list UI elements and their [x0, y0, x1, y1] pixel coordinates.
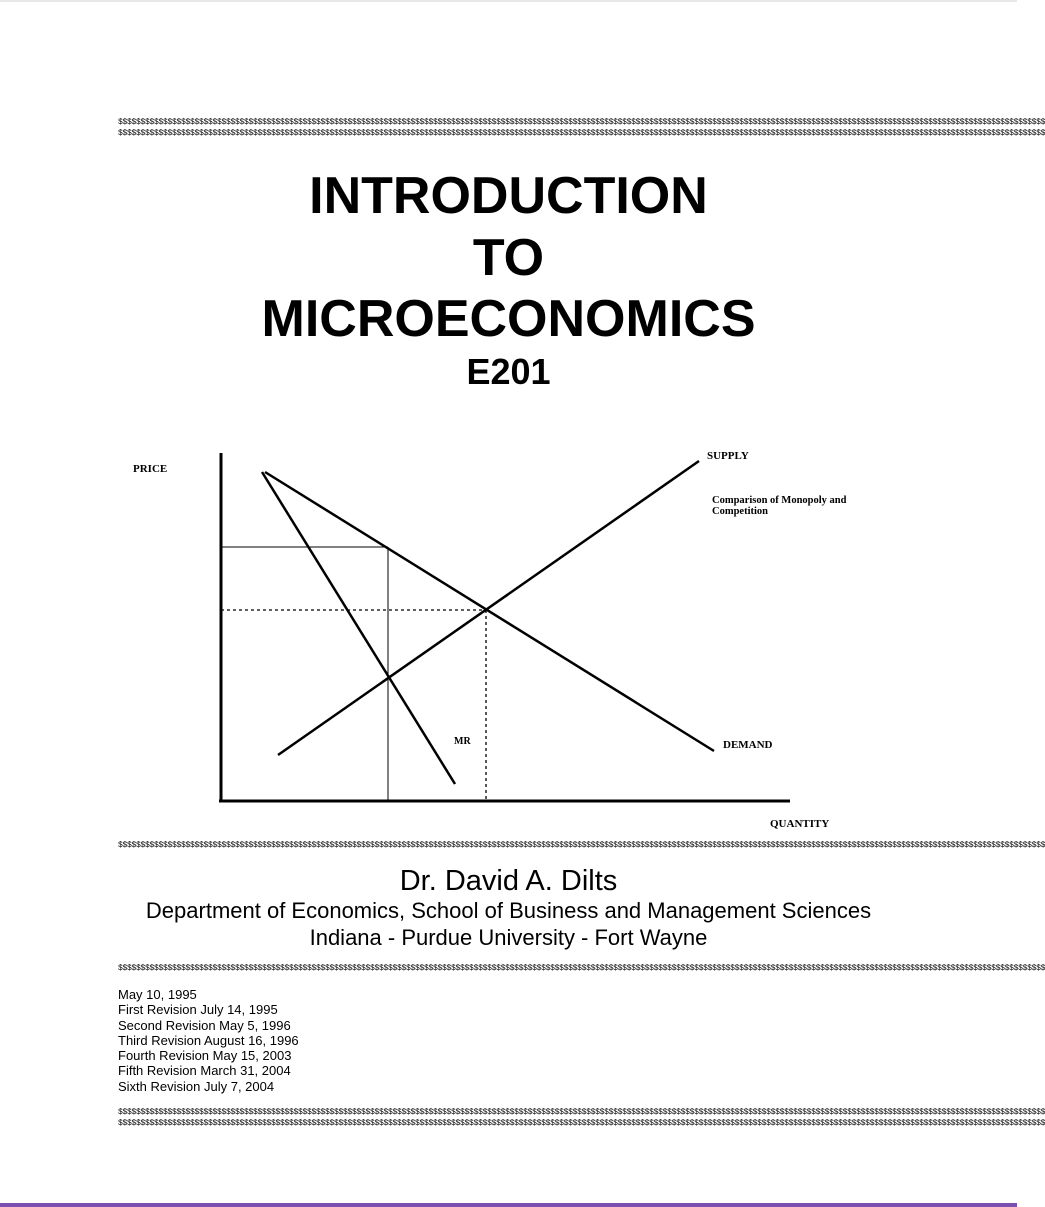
title-line-2: TO: [472, 229, 545, 287]
author-department: Department of Economics, School of Business and Management Sciences: [145, 898, 872, 923]
revision-item: Fourth Revision May 15, 2003: [118, 1048, 292, 1064]
dollar-divider: $$$$$$$$$$$$$$$$$$$$$$$$$$$$$$$$$$$$$$$$$$$$$$$$$$$$$$$$$$$$$$$$$$$$$$$$$$$$$$$$$$$$$$$$$$$$$$$$$$$$$$$$$$$$$$$$$$$$$$$$$$$$$$$$$$$$$$$$$$$$$$$$$$$$$$$$$$$$$$$$$$$$$$$$$$$$$$$$$$$$$$$$$$$$$$$$$$$$$$$$$$$$$$: [118, 841, 1045, 850]
dollar-divider: $$$$$$$$$$$$$$$$$$$$$$$$$$$$$$$$$$$$$$$$$$$$$$$$$$$$$$$$$$$$$$$$$$$$$$$$$$$$$$$$$$$$$$$$$$$$$$$$$$$$$$$$$$$$$$$$$$$$$$$$$$$$$$$$$$$$$$$$$$$$$$$$$$$$$$$$$$$$$$$$$$$$$$$$$$$$$$$$$$$$$$$$$$$$$$$$$$$$$$$$$$$$$$: [118, 964, 1045, 973]
title-line-3: MICROECONOMICS: [261, 290, 756, 348]
revision-item: Sixth Revision July 7, 2004: [118, 1078, 275, 1094]
dollar-divider: $$$$$$$$$$$$$$$$$$$$$$$$$$$$$$$$$$$$$$$$$$$$$$$$$$$$$$$$$$$$$$$$$$$$$$$$$$$$$$$$$$$$$$$$$$$$$$$$$$$$$$$$$$$$$$$$$$$$$$$$$$$$$$$$$$$$$$$$$$$$$$$$$$$$$$$$$$$$$$$$$$$$$$$$$$$$$$$$$$$$$$$$$$$$$$$$$$$$$$$$$$$$$$: [118, 1119, 1045, 1128]
course-code: E201: [466, 351, 551, 392]
supply-curve: [278, 461, 699, 755]
revision-history: [118, 987, 299, 1094]
mr-label: MR: [454, 736, 471, 747]
revision-item: First Revision July 14, 1995: [118, 1002, 278, 1018]
price-label: PRICE: [133, 463, 168, 475]
mr-curve: [262, 472, 455, 784]
demand-curve: [265, 472, 714, 751]
dollar-divider: $$$$$$$$$$$$$$$$$$$$$$$$$$$$$$$$$$$$$$$$$$$$$$$$$$$$$$$$$$$$$$$$$$$$$$$$$$$$$$$$$$$$$$$$$$$$$$$$$$$$$$$$$$$$$$$$$$$$$$$$$$$$$$$$$$$$$$$$$$$$$$$$$$$$$$$$$$$$$$$$$$$$$$$$$$$$$$$$$$$$$$$$$$$$$$$$$$$$$$$$$$$$$$: [118, 118, 1045, 127]
revision-item: Third Revision August 16, 1996: [118, 1032, 299, 1048]
dollar-divider: $$$$$$$$$$$$$$$$$$$$$$$$$$$$$$$$$$$$$$$$$$$$$$$$$$$$$$$$$$$$$$$$$$$$$$$$$$$$$$$$$$$$$$$$$$$$$$$$$$$$$$$$$$$$$$$$$$$$$$$$$$$$$$$$$$$$$$$$$$$$$$$$$$$$$$$$$$$$$$$$$$$$$$$$$$$$$$$$$$$$$$$$$$$$$$$$$$$$$$$$$$$$$$: [118, 129, 1045, 138]
caption-line-2: Competition: [712, 506, 768, 517]
title-line-1: INTRODUCTION: [309, 167, 708, 225]
demand-label: DEMAND: [723, 739, 773, 751]
revision-item: Second Revision May 5, 1996: [118, 1017, 291, 1033]
caption-line-1: Comparison of Monopoly and: [712, 495, 847, 506]
author-university: Indiana - Purdue University - Fort Wayne: [309, 925, 708, 950]
author-name: Dr. David A. Dilts: [399, 865, 618, 897]
quantity-label: QUANTITY: [770, 818, 830, 830]
supply-label: SUPPLY: [707, 450, 749, 462]
dollar-divider: $$$$$$$$$$$$$$$$$$$$$$$$$$$$$$$$$$$$$$$$$$$$$$$$$$$$$$$$$$$$$$$$$$$$$$$$$$$$$$$$$$$$$$$$$$$$$$$$$$$$$$$$$$$$$$$$$$$$$$$$$$$$$$$$$$$$$$$$$$$$$$$$$$$$$$$$$$$$$$$$$$$$$$$$$$$$$$$$$$$$$$$$$$$$$$$$$$$$$$$$$$$$$$: [118, 1108, 1045, 1117]
revision-item: Fifth Revision March 31, 2004: [118, 1063, 291, 1079]
bottom-border: [0, 1203, 1017, 1207]
revision-item: May 10, 1995: [118, 987, 197, 1002]
